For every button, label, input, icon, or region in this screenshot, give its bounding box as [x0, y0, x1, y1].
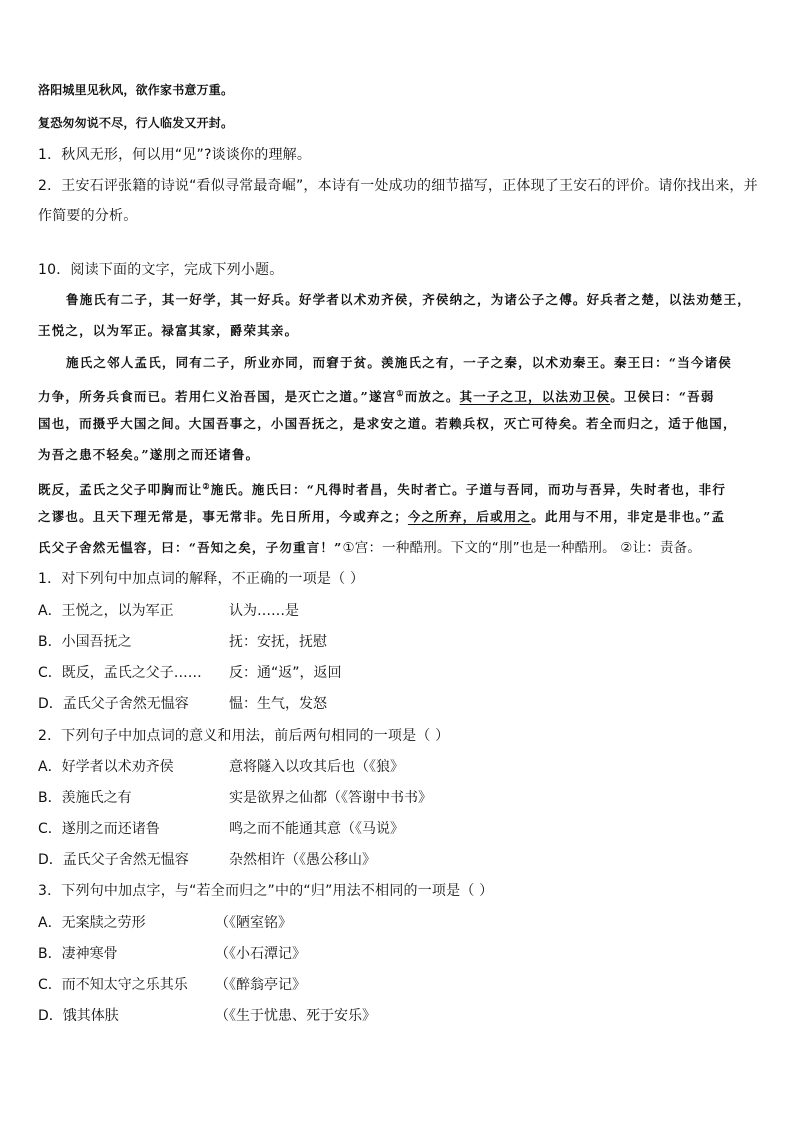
footnotes: ①宫：一种酷刑。下文的“刖”也是一种酷刑。 ②让：责备。	[342, 540, 702, 556]
option-gloss: （《醉翁亭记》	[215, 977, 306, 993]
option-gloss: （《小石潭记》	[215, 946, 306, 962]
option-row	[0, 944, 794, 964]
passage-p1-line-1: 鲁施氏有二子，其一好学，其一好兵。好学者以术劝齐侯，齐侯纳之，为诸公子之傅。好兵者之楚，以法劝楚王，	[66, 292, 752, 307]
underlined-sentence-1: 其一子之卫，以法劝卫侯	[459, 389, 611, 405]
option-label: C．而不知太守之乐其乐	[38, 977, 188, 993]
option-label: B．凄神寒骨	[38, 946, 118, 962]
option-label: C．遂刖之而还诸鲁	[38, 821, 160, 837]
option-row	[0, 757, 794, 777]
option-row	[0, 850, 794, 870]
passage-p3-line-3	[38, 538, 764, 558]
q10-intro: 10．阅读下面的文字，完成下列小题。	[38, 262, 284, 278]
option-row	[0, 632, 794, 652]
passage-p2-line-4: 为吾之患不轻矣。”遂刖之而还诸鲁。	[38, 447, 260, 462]
option-label: A．无案牍之劳形	[38, 915, 146, 931]
passage-text: 力争，所务兵食而已。若用仁义治吾国，是灭亡之道。”遂宫	[38, 389, 397, 405]
poem-line-1: 洛阳城里见秋风，欲作家书意万重。	[38, 83, 234, 97]
option-label: D．孟氏父子舍然无愠容	[38, 696, 189, 712]
option-gloss: （《陋室铭》	[215, 915, 292, 931]
option-gloss: 认为……是	[229, 603, 299, 619]
option-gloss: 反：通“返”，返回	[229, 665, 342, 681]
option-gloss: （《生于忧患、死于安乐》	[215, 1008, 376, 1024]
option-row	[0, 663, 794, 683]
option-row	[0, 819, 794, 839]
q9-sub-question-1: 1．秋风无形，何以用“见”?谈谈你的理解。	[38, 147, 312, 163]
option-row	[0, 788, 794, 808]
option-label: D．孟氏父子舍然无愠容	[38, 852, 189, 868]
option-label: A．王悦之，以为军正	[38, 603, 174, 619]
q9-sub-question-2-line-1: 2．王安石评张籍的诗说“看似寻常最奇崛”，本诗有一处成功的细节描写，正体现了王安石的评价。请你找出来，并	[38, 178, 758, 194]
poem-line-2: 复恐匆匆说不尽，行人临发又开封。	[38, 116, 234, 130]
passage-text: 既反，孟氏之父子叩胸而让	[38, 482, 203, 498]
footnote-marker-1: ①	[396, 388, 405, 398]
passage-p2-line-2	[38, 383, 764, 407]
passage-p2-line-3: 国也，而摄乎大国之间。大国吾事之，小国吾抚之，是求安之道。若赖兵权，灭亡可待矣。若全而归之，适于他国，	[38, 416, 737, 431]
option-gloss: 实是欲界之仙都（《答谢中书书》	[229, 790, 432, 806]
option-gloss: 愠：生气，发怒	[229, 696, 327, 712]
sub-question-2: 2．下列句子中加点词的意义和用法，前后两句相同的一项是（ ）	[38, 728, 450, 744]
passage-text: 。卫侯曰：“吾弱	[610, 389, 715, 405]
passage-text: 之谬也。且天下理无常是，事无常非。先日所用，今或弃之；	[38, 509, 408, 524]
passage-p3-line-2	[38, 507, 764, 527]
option-label: D．饿其体肤	[38, 1008, 119, 1024]
footnote-marker-2: ②	[202, 481, 211, 491]
option-gloss: 鸣之而不能通其意（《马说》	[229, 821, 404, 837]
option-label: A．好学者以术劝齐侯	[38, 759, 174, 775]
option-label: B．小国吾抚之	[38, 634, 132, 650]
option-gloss: 杂然相许（《愚公移山》	[229, 852, 376, 868]
option-row	[0, 975, 794, 995]
passage-p2-line-1: 施氏之邻人孟氏，同有二子，所业亦同，而窘于贫。羡施氏之有，一子之秦，以术劝秦王。秦王曰：“当今诸侯	[66, 355, 732, 370]
q9-sub-question-2-line-2: 作简要的分析。	[38, 208, 138, 224]
passage-text: 而放之。	[404, 389, 460, 405]
passage-p3-line-1	[38, 476, 764, 500]
passage-text: 氏父子舍然无愠容，曰：“吾知之矣，子勿重言！”	[38, 540, 343, 555]
passage-text: 。此用与不用，非定是非也。”孟	[531, 509, 726, 524]
sub-question-1: 1．对下列句中加点词的解释，不正确的一项是（ ）	[38, 571, 365, 587]
sub-question-3: 3．下列句中加点字，与“若全而归之”中的“归”用法不相同的一项是（ ）	[38, 883, 494, 899]
option-label: B．羡施氏之有	[38, 790, 132, 806]
passage-p1-line-2: 王悦之，以为军正。禄富其家，爵荣其亲。	[38, 323, 299, 338]
option-row	[0, 1006, 794, 1026]
option-row	[0, 694, 794, 714]
passage-text: 施氏。施氏曰：“凡得时者昌，失时者亡。子道与吾同，而功与吾异，失时者也，非行	[210, 482, 727, 498]
option-row	[0, 913, 794, 933]
option-row	[0, 601, 794, 621]
option-label: C．既反，孟氏之父子……	[38, 665, 202, 681]
option-gloss: 意将隧入以攻其后也（《狼》	[229, 759, 404, 775]
underlined-sentence-2: 今之所弃，后或用之	[407, 509, 532, 524]
option-gloss: 抚：安抚，抚慰	[229, 634, 327, 650]
